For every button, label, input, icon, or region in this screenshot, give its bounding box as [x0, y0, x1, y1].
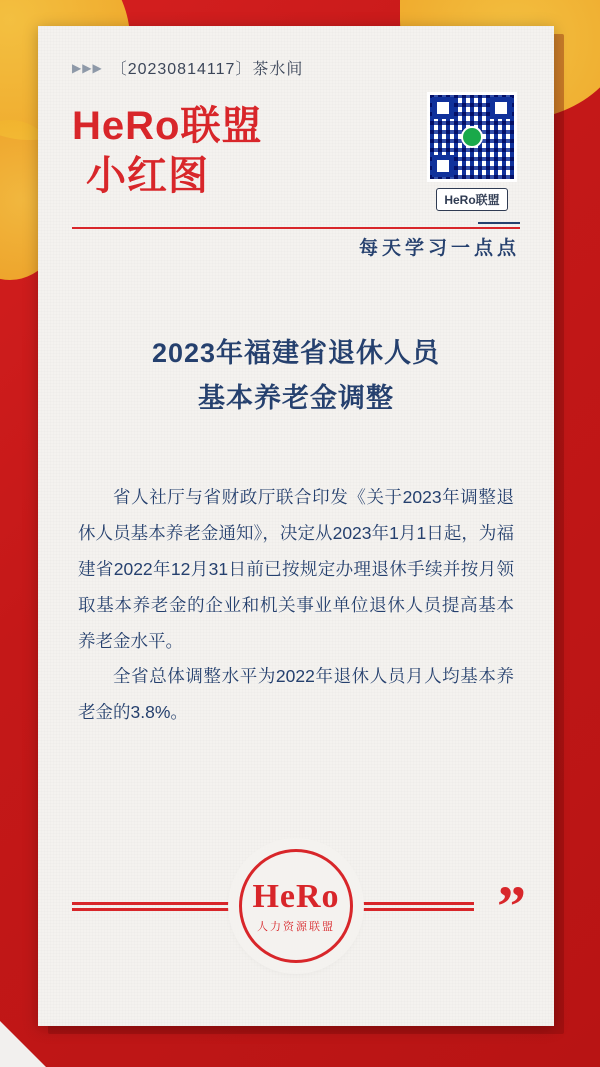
card-footer	[38, 844, 554, 964]
breadcrumb	[72, 56, 520, 79]
article-paragraph: 省人社厅与省财政厅联合印发《关于2023年调整退休人员基本养老金通知》，决定从2023年1月1日起，为福建省2022年12月31日前已按规定办理退休手续并按月领取基本养老金的企业和机关事业单位退休人员提高基本养老金水平。	[78, 487, 514, 651]
footer-logo	[234, 844, 358, 968]
qr-finder-bottom-left	[432, 155, 454, 177]
qr-caption: HeRo联盟	[436, 188, 507, 211]
page-title-line-2: 基本养老金调整	[198, 382, 394, 413]
logo-subtext: 人力资源联盟	[257, 921, 335, 933]
slogan	[359, 222, 520, 260]
page-title-line-1: 2023年福建省退休人员	[151, 338, 441, 368]
corner-cut-decoration	[0, 1021, 46, 1067]
card-header	[38, 26, 554, 259]
slogan-text: 每天学习一点点	[358, 238, 520, 259]
slogan-rule	[478, 222, 520, 224]
triangle-arrows-icon: ▶▶▶	[72, 60, 103, 75]
kicker-label: 〔20230814117〕茶水间	[110, 61, 304, 78]
qr-block[interactable]	[424, 92, 520, 211]
article-paragraph: 全省总体调整水平为2022年退休人员月人均基本养老金的3.8%。	[78, 666, 514, 723]
brand-line-2: 小红图	[86, 154, 209, 198]
quote-mark-icon: ”	[497, 874, 526, 939]
article-body	[78, 480, 514, 731]
page-title	[78, 331, 514, 420]
content-card	[38, 26, 554, 1026]
brand-line-1: HeRo联盟	[72, 104, 263, 148]
logo-text: HeRo	[252, 878, 340, 915]
footer-rule-right	[344, 902, 474, 911]
qr-center-logo-icon	[461, 126, 483, 148]
qr-code-icon[interactable]	[427, 92, 517, 182]
